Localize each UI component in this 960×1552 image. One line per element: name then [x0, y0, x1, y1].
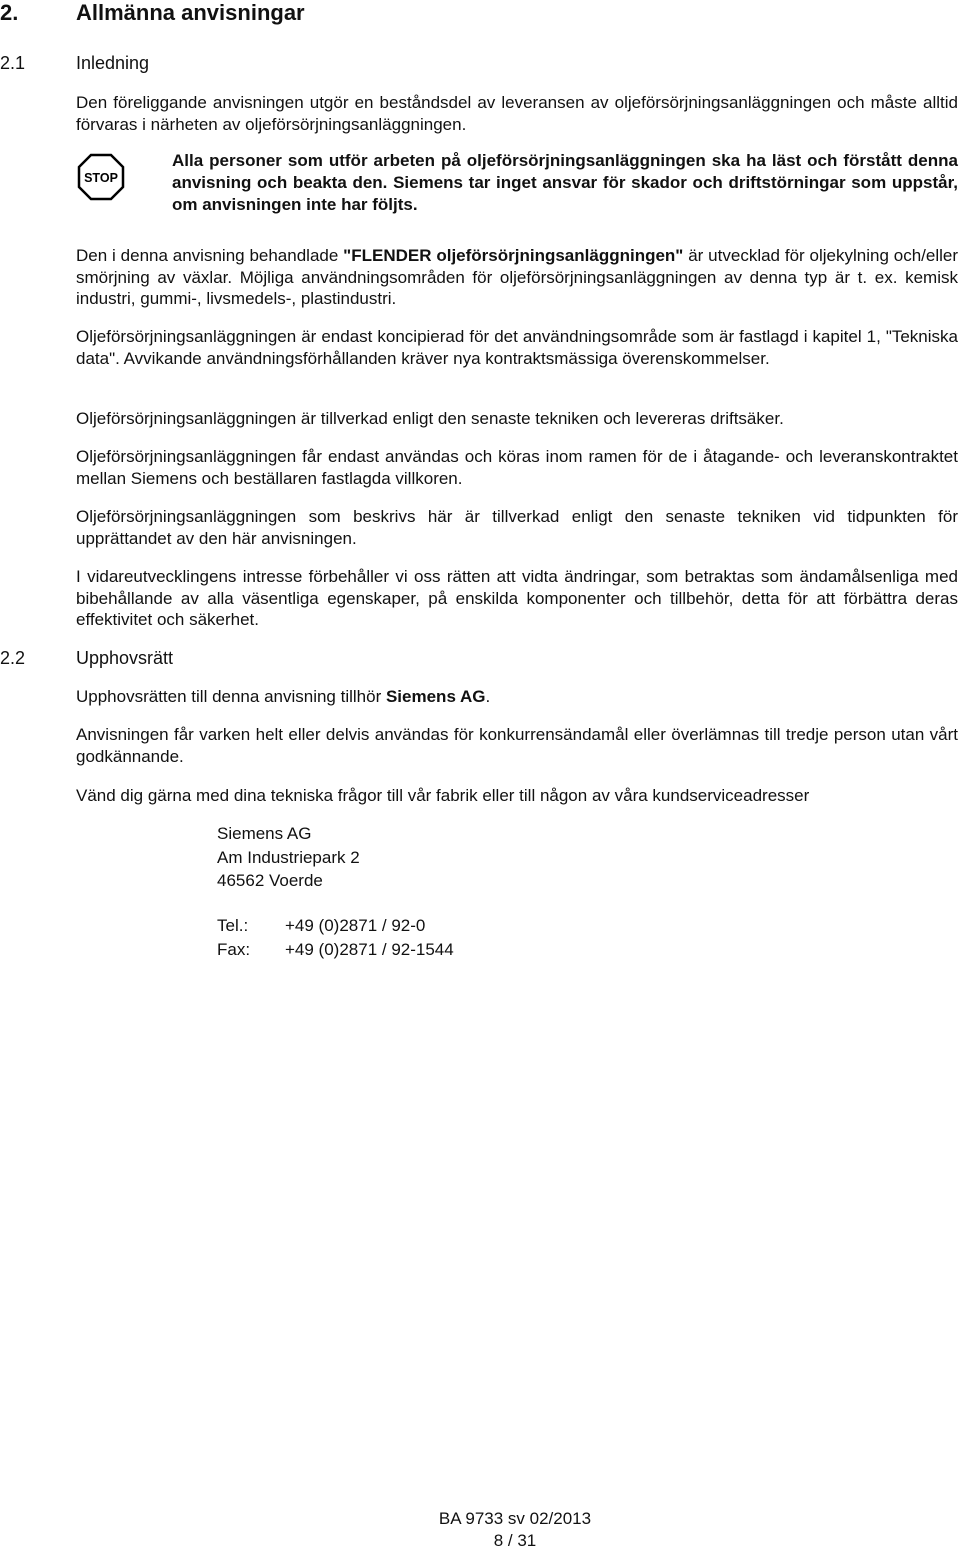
- subsection-heading-intro: [0, 51, 149, 75]
- subsection-heading-copyright: [0, 646, 173, 670]
- contract-paragraph: Oljeförsörjningsanläggningen får endast användas och köras inom ramen för de i åtagande- och leveranskontraktet mellan Siemens och beställaren fastlagda villkoren.: [76, 447, 958, 488]
- stop-sign-label: STOP: [84, 171, 118, 185]
- contact-intro-paragraph: Vänd dig gärna med dina tekniska frågor till vår fabrik eller till någon av våra kundserviceadresser: [76, 786, 810, 805]
- subsection-number: 2.2: [0, 648, 26, 668]
- fax-label: Fax:: [217, 939, 251, 959]
- safety-paragraph: Oljeförsörjningsanläggningen är tillverkad enligt den senaste tekniken och levereras driftsäker.: [76, 409, 784, 428]
- company-address: [217, 822, 360, 893]
- usage-scope-paragraph: Oljeförsörjningsanläggningen är endast koncipierad för det användningsområde som är fastlagd i kapitel 1, "Tekniska data". Avvikande användningsförhållanden kräver nya kontraktsmässiga överenskommelser.: [76, 327, 958, 368]
- page-footer: [380, 1508, 650, 1552]
- stop-sign-icon: [77, 153, 125, 201]
- address-company: Siemens AG: [217, 824, 312, 843]
- fax-number: +49 (0)2871 / 92-1544: [285, 939, 454, 959]
- technology-paragraph: Oljeförsörjningsanläggningen som beskrivs här är tillverkad enligt den senaste tekniken vid tidpunkten för upprättandet av den här anvisningen.: [76, 507, 958, 548]
- copyright-text-a: Upphovsrätten till denna anvisning tillhör: [76, 687, 386, 706]
- phone-number: +49 (0)2871 / 92-0: [285, 916, 426, 935]
- fax-row: [217, 938, 454, 962]
- flender-text-b: är utvecklad för oljekylning och/eller smörjning av växlar. Möjliga användningsområden för oljeförsörjningsanläggningen av denna typ är t. ex. kemisk industri, gummi-, livsmedels-, plastindustri.: [76, 246, 959, 308]
- changes-paragraph: I vidareutvecklingens intresse förbehåller vi oss rätten att vidta ändringar, som betraktas som ändamålsenliga med bibehållande av alla väsentliga egenskaper, på enskilda komponenter och tillbehör, detta för att förbättra deras effektivitet och säkerhet.: [76, 567, 958, 629]
- section-title: Allmänna anvisningar: [76, 0, 305, 25]
- page-number: 8 / 31: [493, 1531, 537, 1550]
- phone-label: Tel.:: [217, 916, 249, 935]
- subsection-title: Upphovsrätt: [76, 648, 174, 668]
- flender-text-a: Den i denna anvisning behandlade: [76, 246, 344, 265]
- phone-row: [217, 914, 454, 938]
- subsection-title: Inledning: [76, 53, 150, 73]
- warning-paragraph: [172, 150, 958, 216]
- copyright-paragraph: [76, 686, 958, 708]
- contact-numbers: [217, 914, 454, 961]
- section-number: 2.: [0, 0, 19, 25]
- document-reference: BA 9733 sv 02/2013: [438, 1509, 592, 1528]
- flender-product-name: "FLENDER oljeförsörjningsanläggningen": [343, 246, 684, 265]
- subsection-number: 2.1: [0, 53, 26, 73]
- address-street: Am Industriepark 2: [217, 847, 360, 867]
- competition-paragraph: Anvisningen får varken helt eller delvis användas för konkurrensändamål eller överlämnas till tredje person utan vårt godkännande.: [76, 725, 958, 766]
- copyright-text-b: .: [485, 687, 491, 706]
- section-heading: [0, 0, 305, 26]
- copyright-owner: Siemens AG: [385, 687, 486, 706]
- warning-text-b: Siemens tar inget ansvar för skador och driftstörningar som uppstår, om anvisningen inte har följts.: [172, 173, 958, 214]
- address-city: 46562 Voerde: [217, 871, 323, 890]
- intro-paragraph: Den föreliggande anvisningen utgör en beståndsdel av leveransen av oljeförsörjningsanläggningen och måste alltid förvaras i närheten av oljeförsörjningsanläggningen.: [76, 93, 958, 134]
- warning-text-a: Alla personer som utför arbeten på oljeförsörjningsanläggningen ska ha läst och förstått denna anvisning och beakta den.: [172, 151, 958, 192]
- flender-paragraph: [76, 245, 958, 310]
